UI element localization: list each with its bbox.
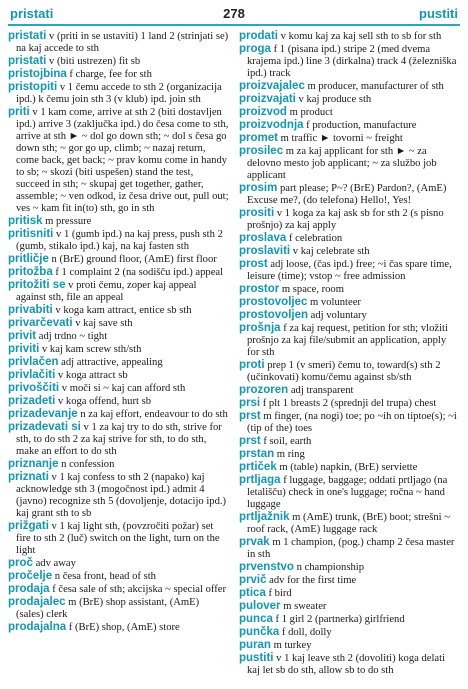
definition: v 1 kaj leave sth 2 (dovoliti) koga delati kaj let sb do sth, allow sb to do sth [247,653,446,676]
definition: v 1 koga za kaj ask sb for sth 2 (s pisno prošnjo) za kaj apply [247,208,444,231]
definition: m volunteer [307,297,361,308]
dictionary-entry [8,81,229,106]
definition: prep 1 (v smeri) čemu to, toward(s) sth 2 (učinkovati) komu/čemu against sb/sth [247,360,441,383]
headword: proslava [239,232,287,244]
headword: prozoren [239,384,289,396]
definition: v kaj produce sth [295,94,372,105]
dictionary-entry [8,421,229,458]
dictionary-entry [8,330,229,343]
headword: prtiček [239,461,277,473]
page-number: 278 [223,6,245,21]
definition: f 1 (pisana ipd.) stripe 2 (med dvema krajema ipd.) line 3 (dirkalna) track 4 (železniška ipd.) track [247,44,457,79]
definition: m pressure [42,216,92,227]
definition: adj transparent [288,385,354,396]
definition: v 1 kaj light sth, (povzročiti požar) set fire to sth 2 (luč) switch on the light, turn on the light [16,521,220,556]
headword: proti [239,359,265,371]
headword: prodati [239,30,278,42]
definition: m space, room [279,284,344,295]
headword: pritožba [8,266,53,278]
definition: v koga offend, hurt sb [55,396,152,407]
page-header [8,6,460,26]
headword: prodaja [8,583,50,595]
definition: v proti čemu, zoper kaj appeal against sth, file an appeal [16,280,197,303]
definition: m (AmE) trunk, (BrE) boot; strešni ~ roof rack, (AmE) luggage rack [247,512,450,535]
dictionary-entry [239,639,460,652]
dictionary-entry [239,384,460,397]
dictionary-entry [8,596,229,621]
headword: pristati [8,55,47,67]
definition: m sweater [280,601,327,612]
headword: prost [239,258,268,270]
definition: m producer, manufacturer of sth [304,81,444,92]
definition: m product [286,107,333,118]
headword: prst [239,410,261,422]
dictionary-entry [239,30,460,43]
definition: v (priti in se ustaviti) 1 land 2 (strinjati se) na kaj accede to sth [16,31,229,54]
headword: prositi [239,207,275,219]
dictionary-entry [239,80,460,93]
dictionary-entry [8,317,229,330]
dictionary-entry [8,570,229,583]
definition: f bird [265,588,292,599]
dictionary-entry [239,182,460,207]
dictionary-entry [239,119,460,132]
dictionary-entry [239,511,460,536]
headword: privabiti [8,304,53,316]
dictionary-entry [239,106,460,119]
dictionary-entry [8,471,229,520]
headword: prvenstvo [239,561,294,573]
dictionary-entry [239,283,460,296]
dictionary-entry [239,309,460,322]
dictionary-entry [8,30,229,55]
headword: prosim [239,182,278,194]
header-first-word: pristati [10,6,54,21]
definition: v kaj celebrate sth [290,246,370,257]
dictionary-entry [8,55,229,68]
definition: m turkey [270,640,312,651]
definition: f (BrE) shop, (AmE) store [66,622,180,633]
definition: m ring [274,449,305,460]
dictionary-entry [8,253,229,266]
headword: prsi [239,397,261,409]
dictionary-entry [8,304,229,317]
dictionary-entry [239,410,460,435]
dictionary-entry [239,435,460,448]
headword: pristojbina [8,68,67,80]
dictionary-entry [239,245,460,258]
dictionary-entry [239,626,460,639]
definition: n (BrE) ground floor, (AmE) first floor [48,254,217,265]
headword: prosilec [239,145,284,157]
definition: f plt 1 breasts 2 (sprednji del trupa) chest [260,398,437,409]
headword: proga [239,43,271,55]
headword: prtljažnik [239,511,290,523]
dictionary-entry [239,461,460,474]
definition: v 1 za kaj try to do sth, strive for sth, to do sth 2 za kaj strive for sth, to do sth, make an effort to do sth [16,422,222,457]
dictionary-entry [8,369,229,382]
dictionary-entry [8,408,229,421]
dictionary-entry [8,266,229,279]
dictionary-entry [239,93,460,106]
dictionary-entry [239,613,460,626]
headword: prodajalec [8,596,66,608]
dictionary-entry [239,258,460,283]
dictionary-entry [8,520,229,557]
headword: prostor [239,283,280,295]
definition: n confession [58,459,115,470]
columns [8,30,460,677]
definition: m finger, (na nogi) toe; po ~ih on tiptoe(s); ~i (tip of the) toes [247,411,457,434]
dictionary-entry [8,68,229,81]
headword: pritličje [8,253,49,265]
headword: pritisk [8,215,43,227]
headword: pristopiti [8,81,58,93]
definition: v (biti ustrezen) fit sb [46,56,141,67]
headword: pulover [239,600,281,612]
dictionary-entry [8,557,229,570]
headword: pustiti [239,652,274,664]
definition: f česa sale of sth; akcijska ~ special offer [49,584,226,595]
definition: v 1 kam come, arrive at sth 2 (biti dostavljen ipd.) arrive 3 (zaključka ipd.) do česa come to sth, arrive at sth ► ~ dol go down sth; ~ dol s česa go down sth; ~ gor go up, climb; ~ nazaj return, come back, get back; ~ prav komu come in handy to sb; ~ skozi (biti uspešen) stand the test, succeed in sth; ~ skupaj get together, gather, assemble; ~ ven odkod, iz česa drive out, pull out; ves ~ kam fit in(to) sth, go in sth [16,107,229,214]
headword: priznati [8,471,49,483]
definition: v kaj save sth [72,318,133,329]
definition: v koga kam attract, entice sb sth [52,305,192,316]
definition: adv away [32,558,76,569]
dictionary-entry [239,600,460,613]
definition: f luggage, baggage; oddati prtljago (na letališču) check in one's luggage; ročna ~ hand luggage [247,475,448,510]
headword: promet [239,132,278,144]
headword: prtljaga [239,474,281,486]
headword: proizvajati [239,93,296,105]
headword: prvak [239,536,270,548]
definition: adj voluntary [308,310,367,321]
definition: v komu kaj za kaj sell sth to sb for sth [277,31,442,42]
definition: n championship [293,562,364,573]
headword: proizvod [239,106,287,118]
left-column [8,30,229,677]
headword: prostovoljec [239,296,308,308]
headword: prst [239,435,261,447]
definition: adv for the first time [266,575,357,586]
definition: adj loose, (čas ipd.) free; ~i čas spare time, leisure (time); vstop ~ free admission [247,259,452,282]
headword: pritožiti se [8,279,66,291]
headword: priviti [8,343,40,355]
headword: privlačiti [8,369,56,381]
dictionary-entry [8,458,229,471]
definition: m (table) napkin, (BrE) serviette [276,462,418,473]
headword: prodajalna [8,621,67,633]
headword: priznanje [8,458,59,470]
headword: prizadevanje [8,408,78,420]
definition: f 1 girl 2 (partnerka) girlfriend [272,614,405,625]
dictionary-entry [239,587,460,600]
headword: prostovoljen [239,309,309,321]
dictionary-entry [8,382,229,395]
headword: punca [239,613,273,625]
dictionary-entry [239,474,460,511]
dictionary-entry [8,228,229,253]
dictionary-entry [239,536,460,561]
dictionary-entry [239,43,460,80]
headword: punčka [239,626,280,638]
headword: proč [8,557,33,569]
dictionary-entry [8,621,229,634]
headword: proslaviti [239,245,291,257]
right-column [239,30,460,677]
definition: m 1 champion, (pog.) champ 2 česa master in sth [247,537,455,560]
headword: prižgati [8,520,49,532]
dictionary-entry [239,207,460,232]
definition: f charge, fee for sth [66,69,152,80]
definition: m traffic ► tovorni ~ freight [277,133,403,144]
definition: adj trdno ~ tight [36,331,108,342]
headword: privit [8,330,37,342]
definition: v 1 kaj confess to sth 2 (napako) kaj acknowledge sth 3 (mogočnost ipd.) admit 4 (javno) recognize sth 5 (dovoljenje, dotacijo ipd.) kaj grant sth to sb [16,472,227,519]
headword: proizvodnja [239,119,304,131]
dictionary-entry [239,561,460,574]
dictionary-entry [239,359,460,384]
headword: prizadeti [8,395,56,407]
headword: priti [8,106,30,118]
header-last-word: pustiti [419,6,458,21]
dictionary-entry [239,296,460,309]
dictionary-entry [8,279,229,304]
definition: f za kaj request, petition for sth; vložiti prošnjo za kaj file/submit an application, apply for sth [247,323,448,358]
definition: v 1 (gumb ipd.) na kaj press, push sth 2 (gumb, stikalo ipd.) kaj, na kaj fasten sth [16,229,223,252]
dictionary-entry [8,215,229,228]
definition: n česa front, head of sth [52,571,156,582]
headword: prvič [239,574,267,586]
definition: f production, manufacture [303,120,417,131]
definition: f celebration [286,233,343,244]
dictionary-entry [239,448,460,461]
headword: privarčevati [8,317,73,329]
dictionary-entry [239,652,460,677]
definition: v koga attract sb [55,370,128,381]
definition: v kaj kam screw sth/sth [39,344,142,355]
headword: ptica [239,587,266,599]
headword: prizadevati si [8,421,81,433]
headword: prošnja [239,322,281,334]
dictionary-entry [239,397,460,410]
headword: puran [239,639,271,651]
definition: m (BrE) shop assistant, (AmE) (sales) clerk [16,597,200,620]
headword: proizvajalec [239,80,305,92]
headword: pristati [8,30,47,42]
headword: pročelje [8,570,53,582]
headword: prstan [239,448,275,460]
dictionary-entry [239,322,460,359]
headword: pritisniti [8,228,54,240]
dictionary-entry [8,106,229,215]
headword: privoščiti [8,382,60,394]
dictionary-entry [239,574,460,587]
dictionary-entry [8,583,229,596]
dictionary-entry [239,232,460,245]
dictionary-entry [8,356,229,369]
definition: f soil, earth [260,436,312,447]
definition: n za kaj effort, endeavour to do sth [77,409,228,420]
definition: v moči si ~ kaj can afford sth [59,383,186,394]
dictionary-entry [8,395,229,408]
definition: adj attractive, appealing [58,357,163,368]
dictionary-entry [239,132,460,145]
dictionary-entry [239,145,460,182]
headword: privlačen [8,356,59,368]
definition: v 1 čemu accede to sth 2 (organizacija ipd.) k čemu join sth 3 (v klub) ipd. join sth [16,82,222,105]
dictionary-entry [8,343,229,356]
definition: f 1 complaint 2 (na sodišču ipd.) appeal [52,267,224,278]
definition: m za kaj applicant for sth ► ~ za delovno mesto job applicant; ~ za službo job applicant [247,146,437,181]
definition: part please; P~? (BrE) Pardon?, (AmE) Excuse me?, (do telefona) Hello!, Yes! [247,183,447,206]
definition: f doll, dolly [279,627,332,638]
